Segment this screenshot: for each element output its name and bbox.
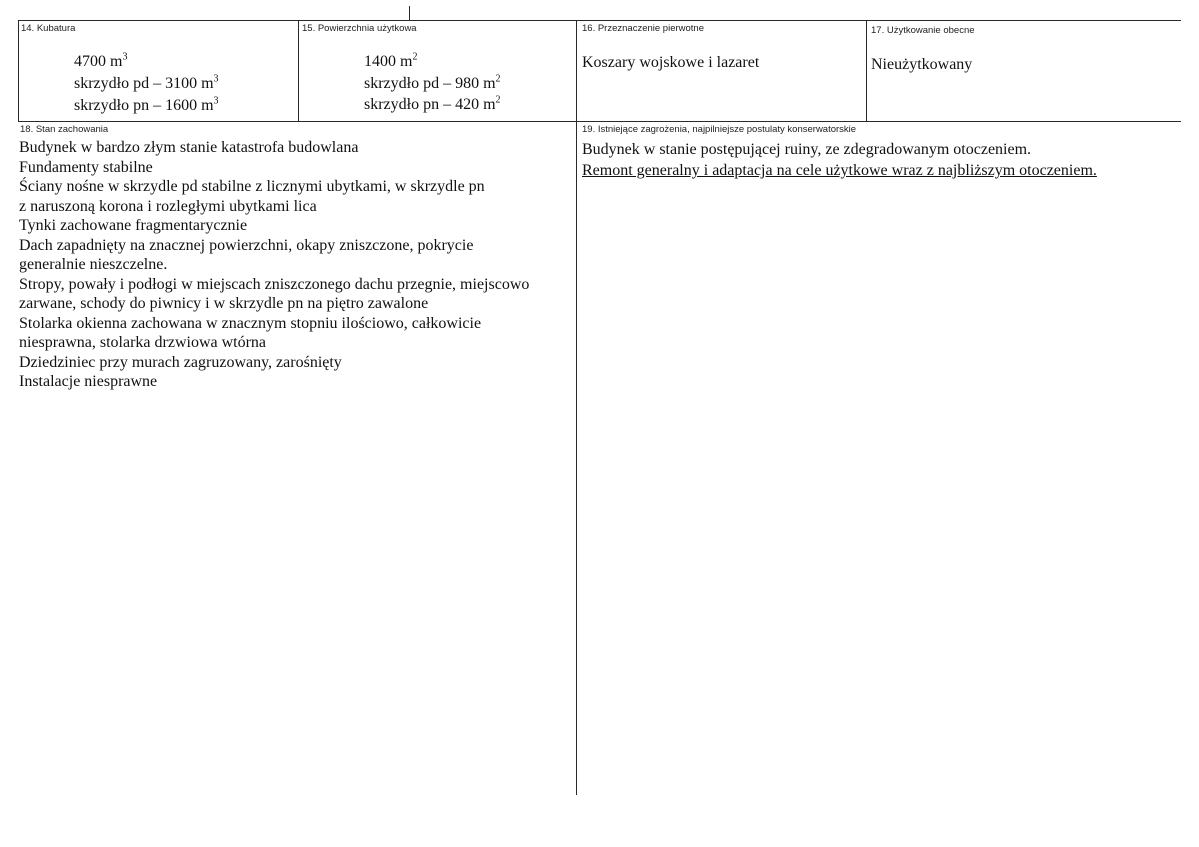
column-divider-14-15 xyxy=(298,20,299,122)
stan-zachowania-list xyxy=(19,138,529,392)
stan-line: Stolarka okienna zachowana w znacznym stopniu ilościowo, całkowicie xyxy=(19,314,482,332)
top-border-line xyxy=(18,20,1181,21)
stan-line: Ściany nośne w skrzydle pd stabilne z licznymi ubytkami, w skrzydle pn xyxy=(19,178,485,195)
left-border-line xyxy=(18,20,19,122)
przeznaczenie-value: Koszary wojskowe i lazaret xyxy=(582,54,760,71)
zagrozenia-line-1: Budynek w stanie postępującej ruiny, ze zdegradowanym otoczeniem. xyxy=(582,141,1032,158)
kubatura-wing-pn: skrzydło pn – 1600 $m^3$ xyxy=(74,95,219,114)
top-tick-mark xyxy=(409,6,410,20)
zagrozenia-line-2: Remont generalny i adaptacja na cele użytkowe wraz z najbliższym otoczeniem. xyxy=(582,162,1097,179)
field-17-label: 17. Użytkowanie obecne xyxy=(871,25,975,36)
powierzchnia-wing-pn: skrzydło pn – 420 $m^2$ xyxy=(364,94,501,113)
kubatura-wing-pd: skrzydło pd – 3100 $m^3$ xyxy=(74,73,219,92)
stan-line: Tynki zachowane fragmentarycznie xyxy=(19,217,248,234)
powierzchnia-wing-pd: skrzydło pd – 980 $m^2$ xyxy=(364,73,501,92)
field-14-label: 14. Kubatura xyxy=(21,23,76,34)
stan-line: Dach zapadnięty na znacznej powierzchni, okapy zniszczone, pokrycie xyxy=(19,236,474,254)
powierzchnia-total: 1400 $m^2$ xyxy=(364,51,418,70)
stan-line: Fundamenty stabilne xyxy=(19,158,153,176)
uzytkowanie-value: Nieużytkowany xyxy=(871,56,973,73)
kubatura-total: 4700 $m^3$ xyxy=(74,51,128,70)
field-16-label: 16. Przeznaczenie pierwotne xyxy=(582,23,704,34)
field-19-label: 19. Istniejące zagrożenia, najpilniejsze postulaty konserwatorskie xyxy=(582,124,857,135)
field-15-label: 15. Powierzchnia użytkowa xyxy=(302,23,417,34)
column-divider-15-16 xyxy=(576,20,577,795)
row-divider-line xyxy=(18,121,1181,122)
stan-line: generalnie nieszczelne. xyxy=(19,256,168,273)
stan-line: Dziedziniec przy murach zagruzowany, zarośnięty xyxy=(19,353,342,371)
stan-line: Stropy, powały i podłogi w miejscach zniszczonego dachu przegnie, miejscowo xyxy=(19,275,530,293)
field-18-label: 18. Stan zachowania xyxy=(20,124,109,135)
stan-line: niesprawna, stolarka drzwiowa wtórna xyxy=(19,334,267,351)
stan-line: Instalacje niesprawne xyxy=(19,373,158,390)
column-divider-16-17 xyxy=(866,20,867,122)
stan-line: z naruszoną korona i rozległymi ubytkami lica xyxy=(19,197,317,215)
stan-line: zarwane, schody do piwnicy i w skrzydle pn na piętro zawalone xyxy=(19,295,429,312)
stan-line: Budynek w bardzo złym stanie katastrofa budowlana xyxy=(19,139,359,156)
